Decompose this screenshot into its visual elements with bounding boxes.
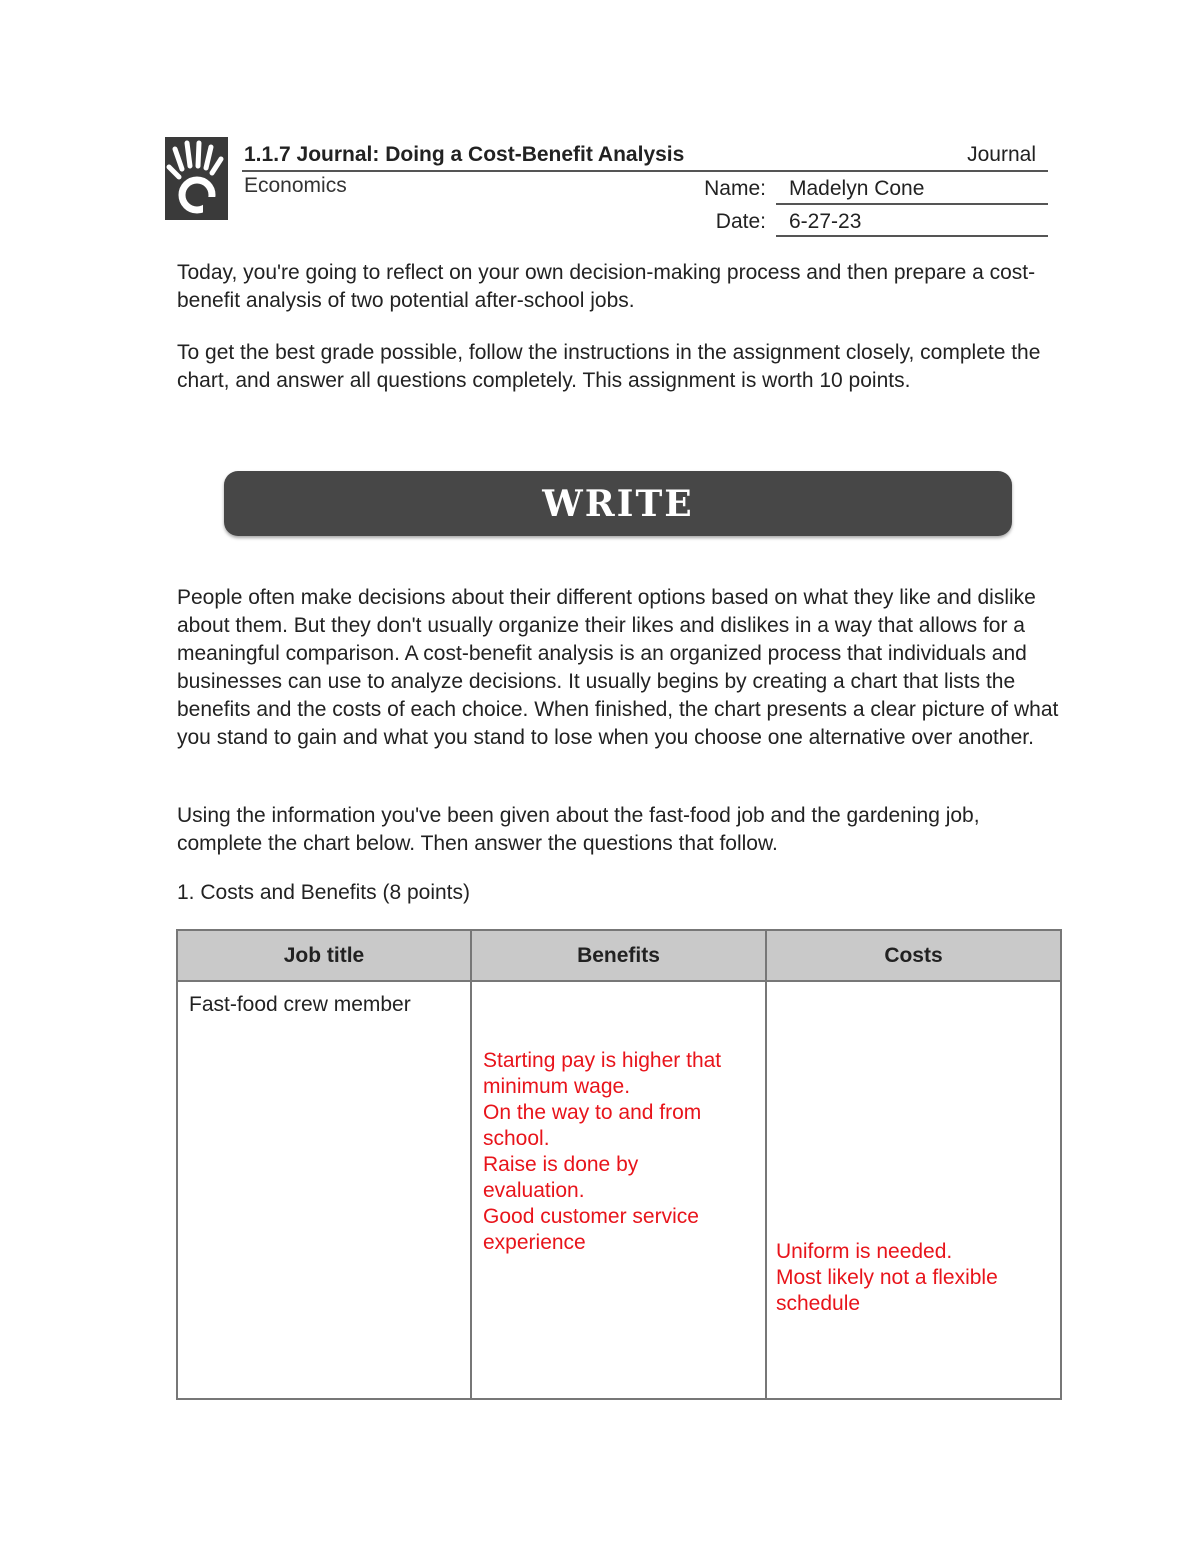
job-cell[interactable] xyxy=(177,981,471,1399)
header-rule xyxy=(242,170,1048,172)
benefit-line: experience xyxy=(483,1231,586,1254)
directions-paragraph: Using the information you've been given about the fast-food job and the gardening job, complete the chart below. Then answer the questions that follow. xyxy=(177,804,980,855)
cost-benefit-table xyxy=(176,929,1062,1400)
cost-line: Most likely not a flexible xyxy=(776,1266,998,1289)
name-label: Name: xyxy=(704,177,766,200)
benefits-cell[interactable] xyxy=(471,981,766,1399)
benefits-answer xyxy=(483,1048,721,1256)
benefit-line: minimum wage. xyxy=(483,1075,631,1098)
name-field[interactable]: Madelyn Cone xyxy=(789,177,925,200)
date-label: Date: xyxy=(715,210,766,233)
header-costs: Costs xyxy=(766,930,1061,981)
course-subject: Economics xyxy=(244,174,347,197)
cost-line: Uniform is needed. xyxy=(776,1240,953,1263)
costs-answer xyxy=(776,1239,998,1317)
intro-paragraph: Today, you're going to reflect on your own decision-making process and then prepare a cost-benefit analysis of two potential after-school jobs. xyxy=(177,261,1036,312)
benefit-line: evaluation. xyxy=(483,1179,585,1202)
cost-line: schedule xyxy=(776,1292,861,1315)
benefit-line: Raise is done by xyxy=(483,1153,639,1176)
benefit-line: On the way to and from xyxy=(483,1101,702,1124)
question-heading: 1. Costs and Benefits (8 points) xyxy=(177,881,470,904)
date-field[interactable]: 6-27-23 xyxy=(789,210,862,233)
name-underline xyxy=(776,203,1048,205)
assignment-type: Journal xyxy=(967,143,1036,166)
header-job-title: Job title xyxy=(177,930,471,981)
instructions-paragraph: To get the best grade possible, follow the instructions in the assignment closely, complete the chart, and answer all questions completely. This assignment is worth 10 points. xyxy=(177,341,1041,392)
table-row xyxy=(177,981,1061,1399)
benefit-line: school. xyxy=(483,1127,550,1150)
costs-cell[interactable] xyxy=(766,981,1061,1399)
logo xyxy=(165,137,228,220)
write-banner xyxy=(224,471,1012,536)
benefit-line: Starting pay is higher that xyxy=(483,1049,722,1072)
write-banner-label: WRITE xyxy=(542,482,694,525)
explanation-paragraph: People often make decisions about their different options based on what they like and dislike about them. But they don't usually organize their likes and dislikes in a way that allows for a meaningful comparison. A cost-benefit analysis is an organized process that individuals and businesses can use to analyze decisions. It usually begins by creating a chart that lists the benefits and the costs of each choice. When finished, the chart presents a clear picture of what you stand to gain and what you stand to lose when you choose one alternative over another. xyxy=(177,586,1059,749)
benefit-line: Good customer service xyxy=(483,1205,699,1228)
assignment-title: 1.1.7 Journal: Doing a Cost-Benefit Analysis xyxy=(244,143,685,166)
header-benefits: Benefits xyxy=(471,930,766,981)
job-title-text: Fast-food crew member xyxy=(189,993,411,1016)
date-underline xyxy=(776,235,1048,237)
table-header-row xyxy=(177,930,1061,981)
